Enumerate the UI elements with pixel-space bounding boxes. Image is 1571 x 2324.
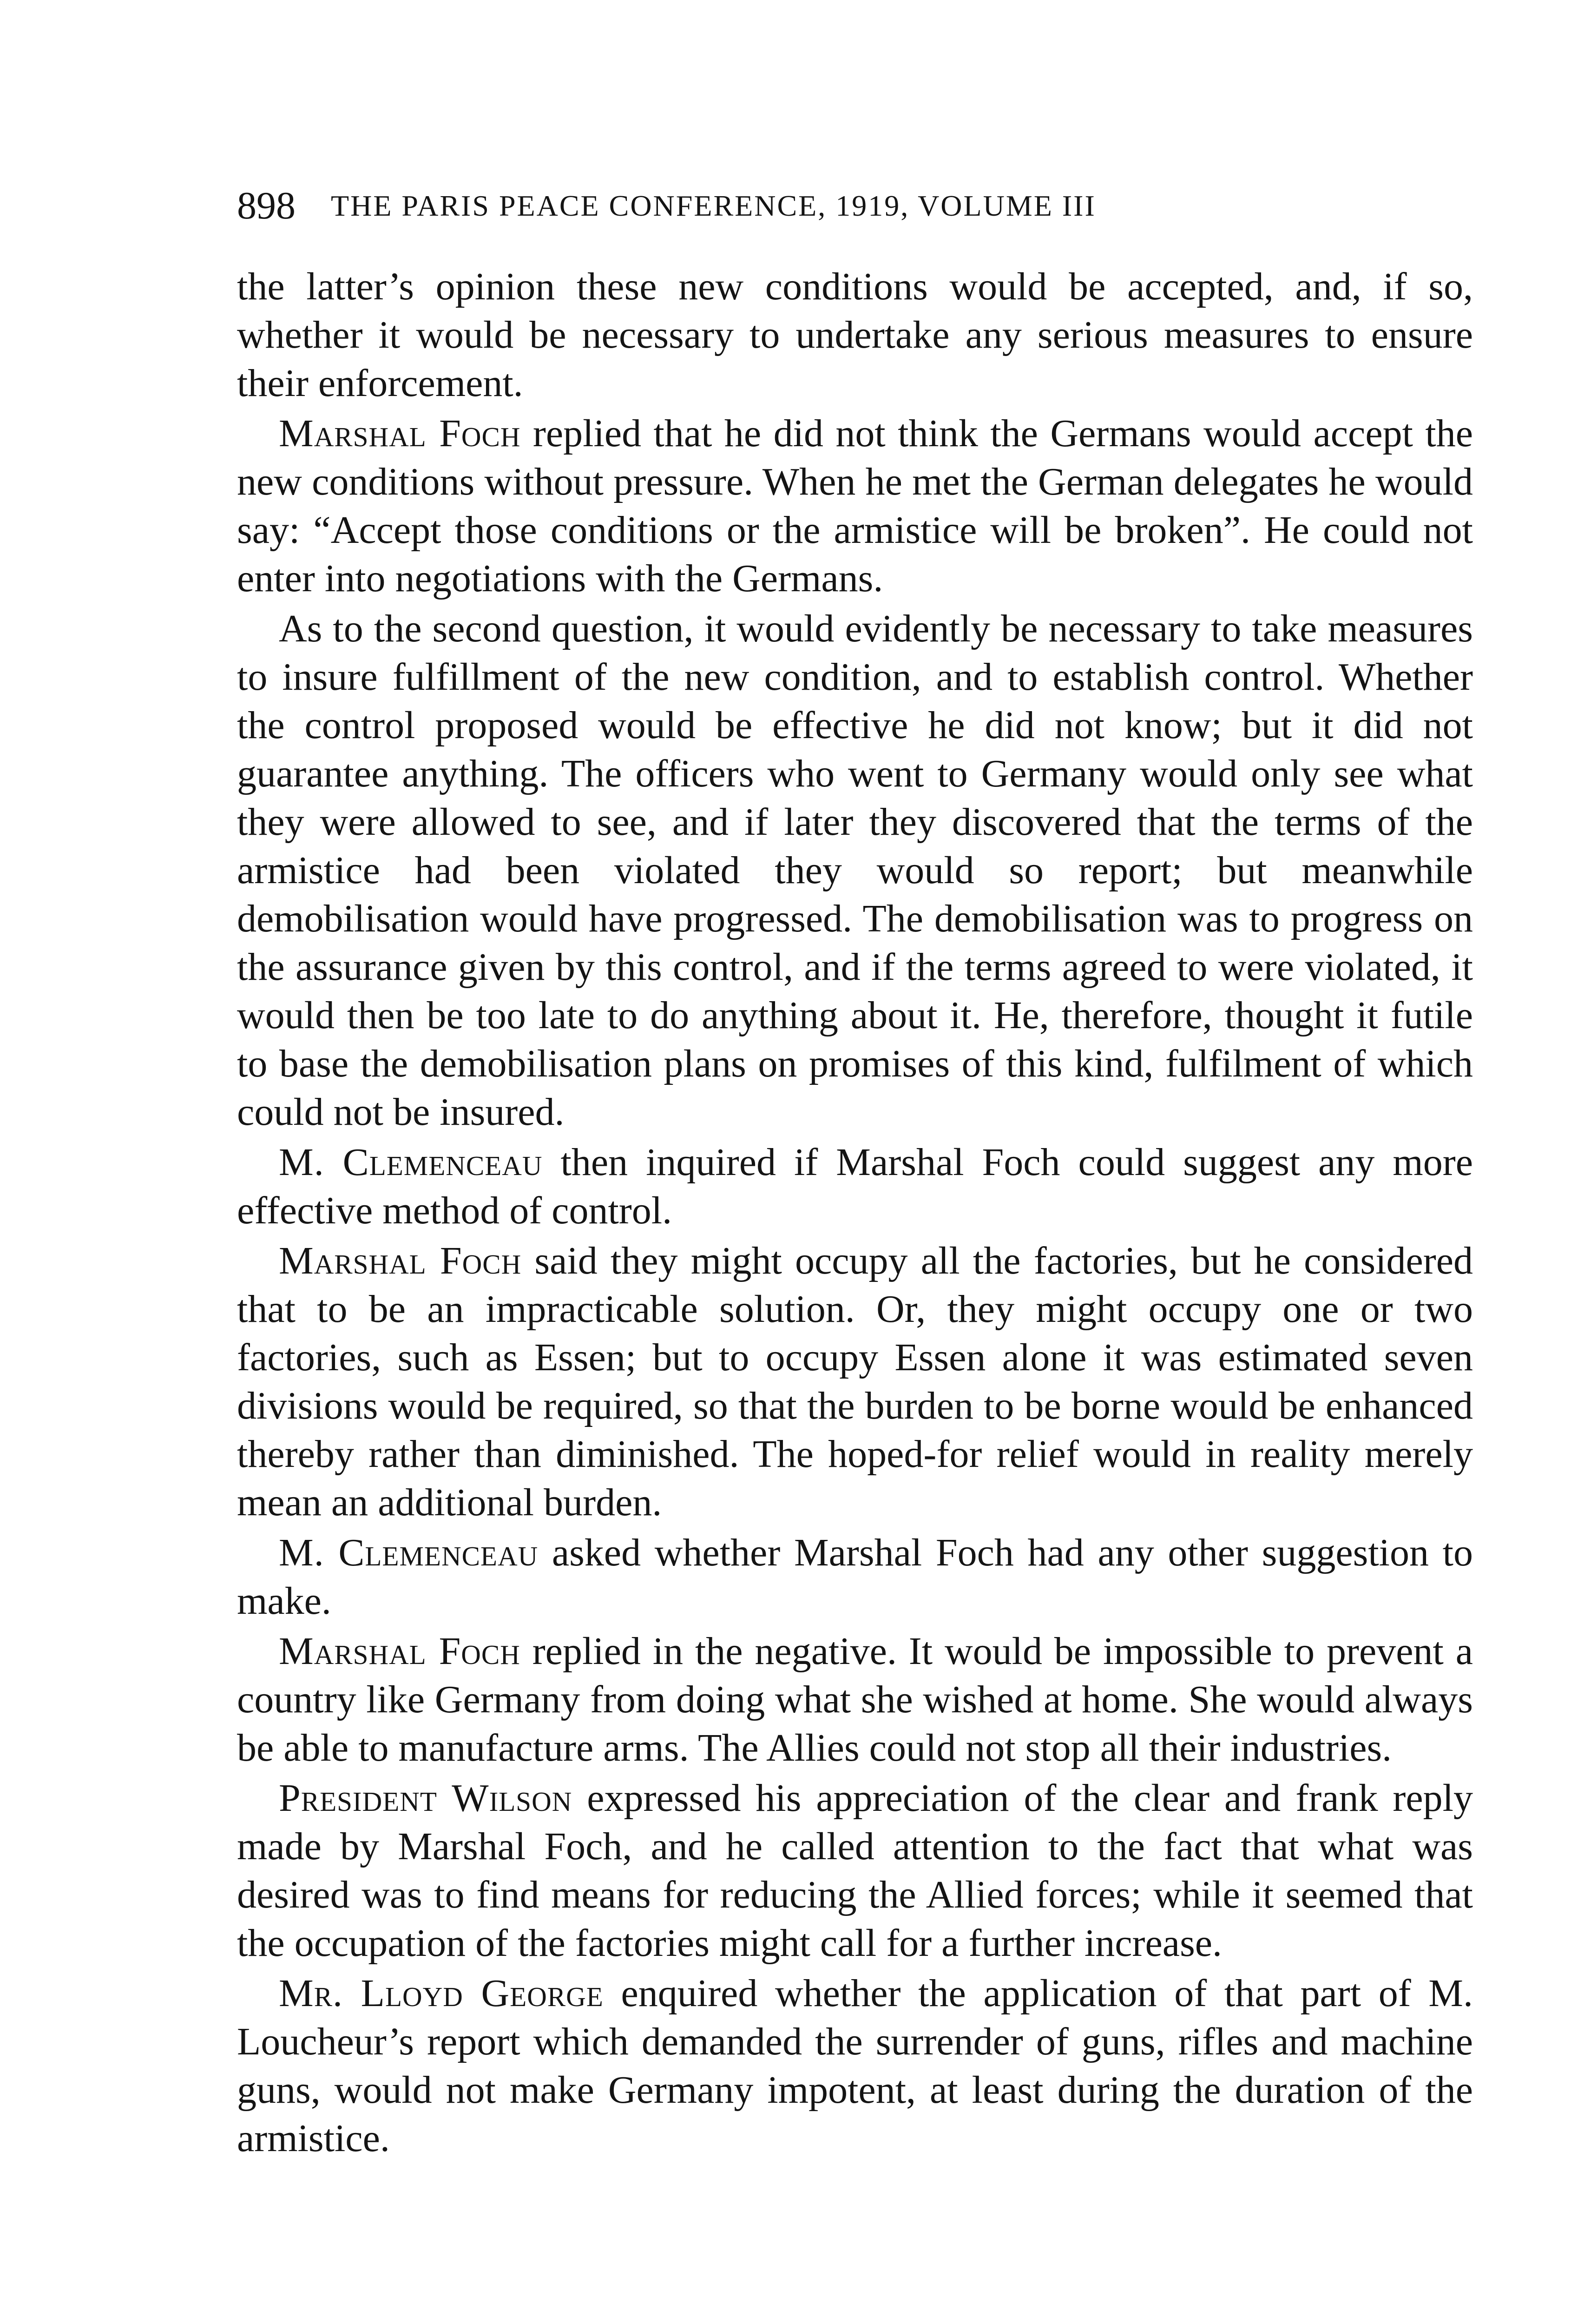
speaker-name: Mr. Lloyd George	[279, 1972, 604, 2015]
paragraph	[237, 1627, 1473, 1772]
body-text	[237, 263, 1473, 2165]
paragraph	[237, 263, 1473, 408]
paragraph	[237, 605, 1473, 1136]
paragraph	[237, 1237, 1473, 1527]
speaker-name: M. Clemenceau	[279, 1531, 539, 1574]
paragraph	[237, 1529, 1473, 1625]
paragraph-text: enquired whether the application of that part of M. Loucheur’s report which demanded the surrender of guns, rifles and machine guns, would not make Germany impotent, at least during the duration of the armistice.	[237, 1972, 1473, 2160]
paragraph-text: replied in the negative. It would be impossible to prevent a country like Germany from doing what she wished at home. She would always be able to manufacture arms. The Allies could not stop all their industries.	[237, 1630, 1473, 1769]
paragraph-text: As to the second question, it would evidently be necessary to take measures to insure fulfillment of the new condition, and to establish control. Whether the control proposed would be effective he did not know; but it did not guarantee anything. The officers who went to Germany would only see what they were allowed to see, and if later they discovered that the terms of the armistice had been violated they would so report; but meanwhile demobilisation would have progressed. The demobilisation was to progress on the assurance given by this control, and if the terms agreed to were violated, it would then be too late to do anything about it. He, therefore, thought it futile to base the demobilisation plans on promises of this kind, fulfilment of which could not be insured.	[237, 607, 1473, 1134]
paragraph-text: said they might occupy all the factories, but he considered that to be an impracticable solution. Or, they might occupy one or two factories, such as Essen; but to occupy Essen alone it was estimated seven divisions would be required, so that the burden to be borne would be enhanced thereby rather than diminished. The hoped-for relief would in reality merely mean an additional burden.	[237, 1239, 1473, 1524]
running-title: THE PARIS PEACE CONFERENCE, 1919, VOLUME III	[331, 189, 1096, 222]
speaker-name: Marshal Foch	[279, 1239, 522, 1282]
paragraph	[237, 1774, 1473, 1967]
paragraph-text: expressed his appreciation of the clear and frank reply made by Marshal Foch, and he called attention to the fact that what was desired was to find means for reducing the Allied forces; while it seemed that the occupation of the factories might call for a further increase.	[237, 1776, 1473, 1965]
paragraph-text: then inquired if Marshal Foch could suggest any more effective method of control.	[237, 1141, 1473, 1232]
speaker-name: President Wilson	[279, 1776, 572, 1820]
paragraph	[237, 1138, 1473, 1235]
running-header	[237, 180, 1352, 231]
page-number: 898	[237, 184, 296, 227]
speaker-name: Marshal Foch	[279, 412, 521, 455]
paragraph	[237, 409, 1473, 603]
paragraph-text: replied that he did not think the Germans would accept the new conditions without pressure. When he met the German delegates he would say: “Accept those conditions or the armistice will be broken”. He could not enter into negotiations with the Germans.	[237, 412, 1473, 600]
paragraph-text: asked whether Marshal Foch had any other suggestion to make.	[237, 1531, 1473, 1623]
speaker-name: Marshal Foch	[279, 1630, 520, 1673]
paragraph-text: the latter’s opinion these new conditions would be accepted, and, if so, whether it would be necessary to undertake any serious measures to ensure their enforcement.	[237, 265, 1473, 405]
paragraph	[237, 1969, 1473, 2163]
speaker-name: M. Clemenceau	[279, 1141, 543, 1184]
